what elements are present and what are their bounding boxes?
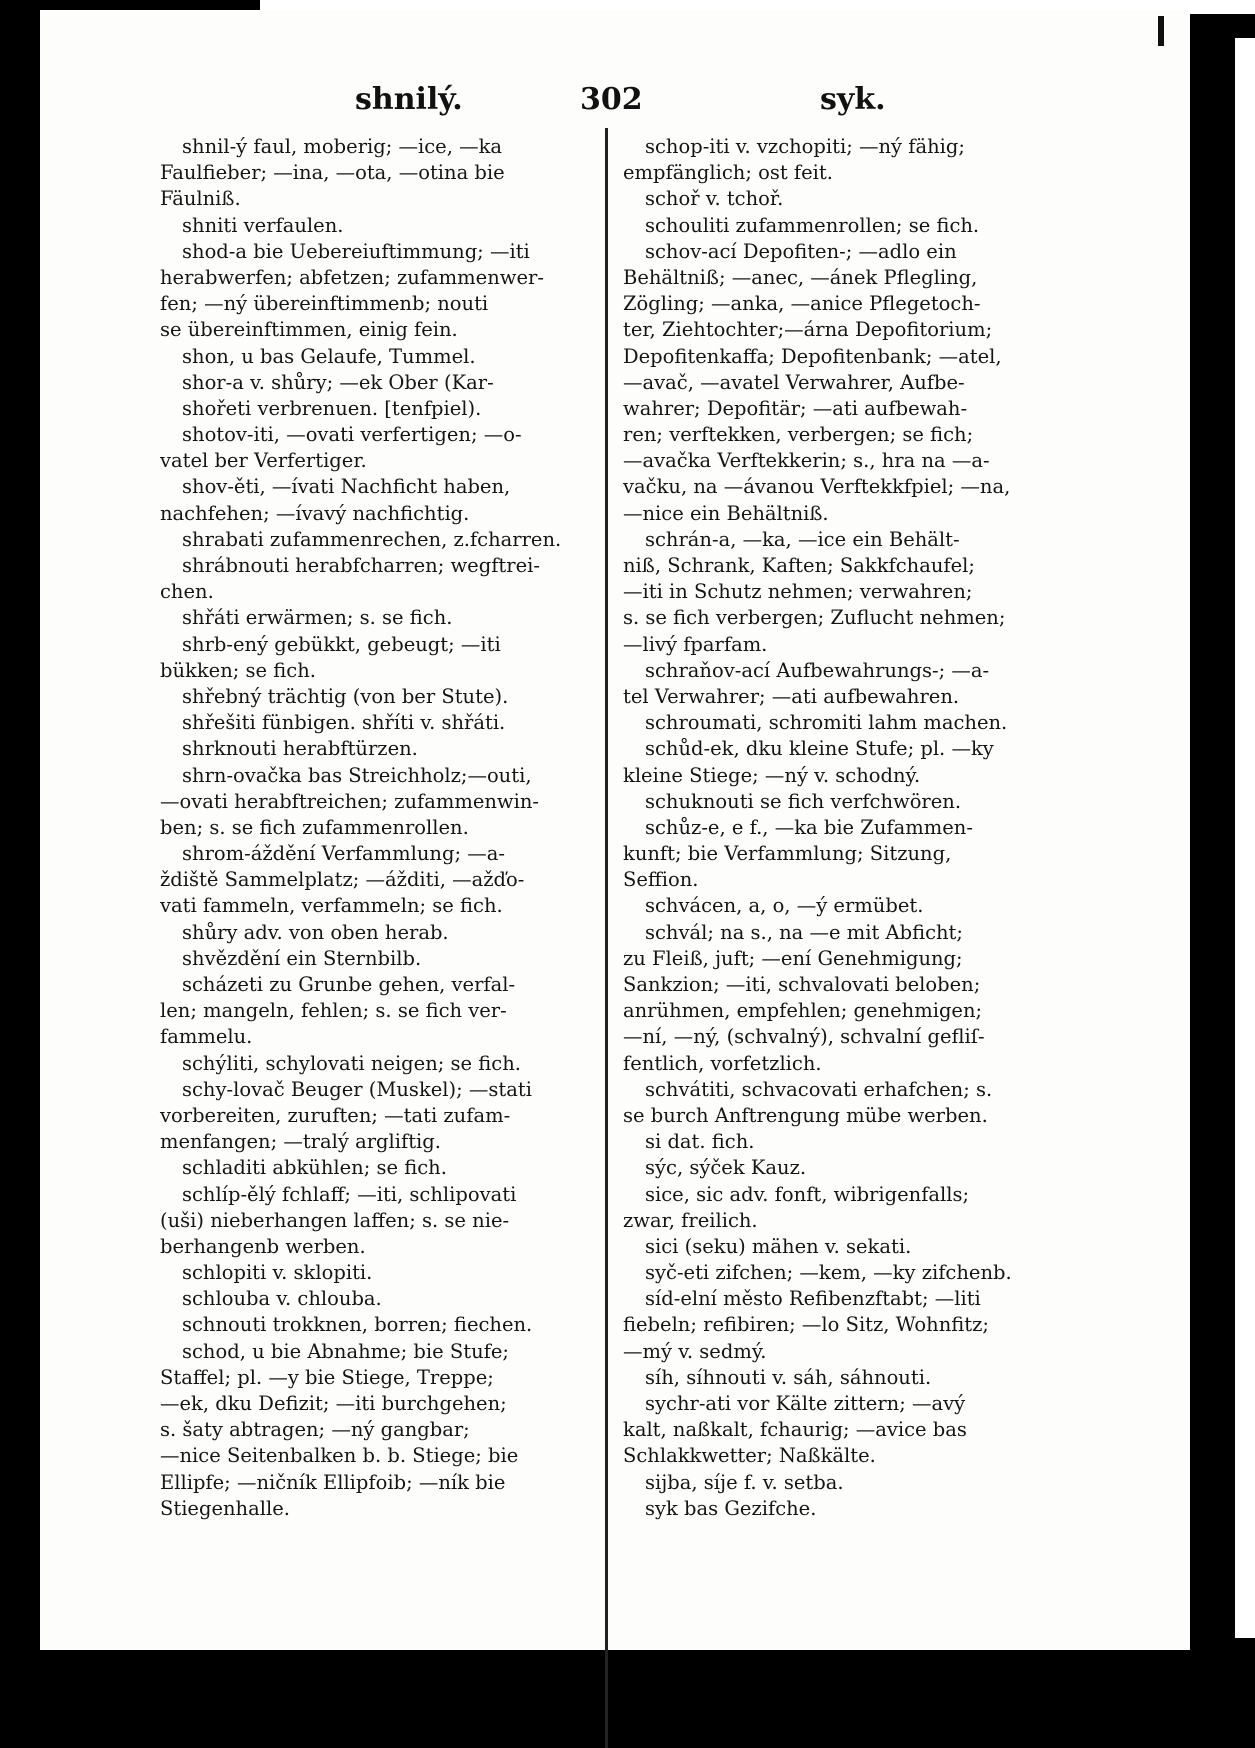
dictionary-line: —nice Seitenbalken b. b. Stiege; bie	[160, 1444, 519, 1468]
dictionary-line: —iti in Schutz nehmen; verwahren;	[623, 580, 973, 604]
dictionary-line: se übereinftimmen, einig fein.	[160, 318, 458, 342]
dictionary-line: schlouba v. chlouba.	[182, 1287, 382, 1311]
dictionary-line: sice, sic adv. fonft, wibrigenfalls;	[645, 1182, 970, 1206]
dictionary-line: schvál; na s., na —e mit Abficht;	[645, 920, 963, 944]
dictionary-line: shrabati zufammenrechen, z.fcharren.	[182, 527, 562, 551]
dictionary-line: —ní, —ný, (schvalný), schvalní gefliſ-	[623, 1025, 985, 1049]
dictionary-line: scházeti zu Grunbe gehen, verfal-	[182, 973, 516, 996]
dictionary-line: ben; s. se fich zufammenrollen.	[160, 815, 469, 839]
dictionary-line: —mý v. sedmý.	[623, 1339, 767, 1363]
dictionary-line: sici (seku) mähen v. sekati.	[645, 1234, 912, 1258]
dictionary-line: shrknouti herabftürzen.	[182, 737, 418, 761]
dictionary-line: ždiště Sammelplatz; —ážditi, —ažďo-	[160, 868, 525, 892]
dictionary-line: schraňov-ací Aufbewahrungs-; —a-	[645, 658, 990, 682]
page-number: 302	[580, 82, 643, 117]
dictionary-line: schvácen, a, o, —ý ermübet.	[645, 894, 924, 918]
dictionary-line: Depofitenkaffa; Depofitenbank; —atel,	[623, 344, 1002, 368]
dictionary-line: Fäulniß.	[160, 187, 241, 211]
next-page-strip	[1235, 38, 1255, 1638]
dictionary-line: chen.	[160, 580, 214, 604]
dictionary-line: shnil-ý faul, moberig; —ice, —ka	[182, 135, 503, 158]
dictionary-line: Staffel; pl. —y bie Stiege, Treppe;	[160, 1365, 494, 1389]
dictionary-line: sýc, sýček Kauz.	[645, 1156, 807, 1180]
dictionary-line: fen; —ný übereinftimmenb; nouti	[160, 292, 489, 316]
dictionary-line: shrom-áždění Verfammlung; —a-	[182, 842, 505, 866]
dictionary-line: fentlich, vorfetzlich.	[623, 1051, 822, 1075]
dictionary-line: Zögling; —anka, —anice Pflegetoch-	[623, 292, 981, 316]
header-first-entry: shnilý.	[355, 82, 463, 117]
dictionary-line: schrán-a, —ka, —ice ein Behält-	[645, 527, 960, 551]
dictionary-line: si dat. fich.	[645, 1130, 755, 1154]
dictionary-line: kleine Stiege; —ný v. schodný.	[623, 763, 921, 787]
dictionary-line: bükken; se fich.	[160, 658, 316, 682]
dictionary-line: schlíp-ělý fchlaff; —iti, schlipovati	[182, 1182, 517, 1206]
dictionary-line: shotov-iti, —ovati verfertigen; —o-	[182, 423, 522, 447]
dictionary-line: sychr-ati vor Kälte zittern; —avý	[645, 1392, 966, 1415]
dictionary-line: schouliti zufammenrollen; se fich.	[645, 213, 980, 237]
dictionary-line: —ovati herabftreichen; zufammenwin-	[160, 789, 540, 813]
dictionary-line: menfangen; —tralý argliftig.	[160, 1130, 441, 1154]
dictionary-line: —avačka Verftekkerin; s., hra na —a-	[623, 449, 990, 473]
dictionary-line: shřešiti fünbigen. shříti v. shřáti.	[182, 711, 506, 735]
dictionary-line: shvězdění ein Sternbilb.	[182, 946, 422, 970]
dictionary-line: vati fammeln, verfammeln; se fich.	[160, 894, 503, 918]
dictionary-line: shniti verfaulen.	[182, 213, 344, 237]
dictionary-line: se burch Anftrengung mübe werben.	[623, 1103, 988, 1127]
dictionary-line: schladiti abkühlen; se fich.	[182, 1156, 447, 1180]
dictionary-line: —livý fparfam.	[623, 632, 768, 656]
dictionary-line: empfänglich; ost feit.	[623, 161, 833, 185]
dictionary-line: schvátiti, schvacovati erhafchen; s.	[645, 1077, 993, 1101]
dictionary-line: anrühmen, empfehlen; genehmigen;	[623, 999, 983, 1023]
running-header	[40, 82, 1190, 122]
dictionary-line: Schlakkwetter; Naßkälte.	[623, 1444, 876, 1468]
dictionary-line: s. se fich verbergen; Zuflucht nehmen;	[623, 606, 1006, 630]
dictionary-line: schoř v. tchoř.	[645, 187, 784, 211]
dictionary-line: schlopiti v. sklopiti.	[182, 1261, 373, 1285]
dictionary-line: síh, síhnouti v. sáh, sáhnouti.	[645, 1365, 932, 1389]
dictionary-line: —ek, dku Defizit; —iti burchgehen;	[160, 1392, 507, 1415]
dictionary-line: Stiegenhalle.	[160, 1496, 290, 1520]
dictionary-line: kunft; bie Verfammlung; Sitzung,	[623, 842, 952, 866]
dictionary-line: vačku, na —ávanou Verftekkfpiel; —na,	[623, 475, 1011, 499]
dictionary-line: Faulfieber; —ina, —ota, —otina bie	[160, 161, 505, 185]
dictionary-line: Seffion.	[623, 868, 699, 892]
header-last-entry: syk.	[820, 82, 886, 117]
dictionary-line: s. šaty abtragen; —ný gangbar;	[160, 1418, 470, 1442]
dictionary-line: schnouti trokknen, borren; fiechen.	[182, 1313, 533, 1337]
dictionary-line: shrábnouti herabfcharren; wegftrei-	[182, 554, 540, 577]
page-edge-mark	[1158, 16, 1164, 46]
dictionary-line: shon, u bas Gelaufe, Tummel.	[182, 344, 476, 368]
dictionary-line: shov-ěti, —ívati Nachficht haben,	[182, 475, 511, 499]
dictionary-line: Sankzion; —iti, schvalovati beloben;	[623, 973, 981, 996]
dictionary-line: (uši) nieberhangen laffen; s. se nie-	[160, 1208, 510, 1232]
column-divider	[605, 128, 608, 1748]
dictionary-line: zu Fleiß, juft; —ení Genehmigung;	[623, 946, 963, 970]
dictionary-line: syk bas Gezifche.	[645, 1496, 817, 1520]
dictionary-line: sijba, síje f. v. setba.	[645, 1470, 844, 1494]
dictionary-line: shřáti erwärmen; s. se fich.	[182, 606, 453, 630]
dictionary-line: shor-a v. shůry; —ek Ober (Kar-	[182, 370, 494, 394]
dictionary-line: vatel ber Verfertiger.	[160, 449, 367, 473]
dictionary-line: shrn-ovačka bas Streichholz;—outi,	[182, 763, 532, 787]
dictionary-line: syč-eti zifchen; —kem, —ky zifchenb.	[645, 1261, 1012, 1285]
dictionary-line: fiebeln; refibiren; —lo Sitz, Wohnfitz;	[623, 1313, 989, 1337]
dictionary-line: síd-elní město Refibenzftabt; —liti	[645, 1287, 981, 1311]
dictionary-line: —nice ein Behältniß.	[623, 501, 829, 525]
next-page-edge	[1205, 18, 1255, 1667]
dictionary-line: schýliti, schylovati neigen; se fich.	[182, 1051, 521, 1075]
dictionary-line: vorbereiten, zuruften; —tati zufam-	[160, 1103, 511, 1127]
dictionary-line: schuknouti se fich verfchwören.	[645, 789, 962, 813]
dictionary-line: schov-ací Depofiten-; —adlo ein	[645, 239, 957, 263]
dictionary-line: shod-a bie Uebereiuftimmung; —iti	[182, 239, 530, 263]
dictionary-line: shůry adv. von oben herab.	[182, 920, 449, 944]
dictionary-page	[40, 10, 1190, 1650]
dictionary-line: shřebný trächtig (von ber Stute).	[182, 684, 509, 708]
dictionary-line: —avač, —avatel Verwahrer, Aufbe-	[623, 370, 965, 394]
dictionary-line: schroumati, schromiti lahm machen.	[645, 711, 1008, 735]
dictionary-line: shrb-ený gebükkt, gebeugt; —iti	[182, 632, 501, 656]
dictionary-line: zwar, freilich.	[623, 1208, 758, 1232]
dictionary-line: ter, Ziehtochter;—árna Depofitorium;	[623, 318, 993, 342]
dictionary-line: nachfehen; —ívavý nachfichtig.	[160, 501, 470, 525]
dictionary-line: herabwerfen; abfetzen; zufammenwer-	[160, 265, 544, 289]
dictionary-line: fammelu.	[160, 1025, 253, 1049]
dictionary-line: schod, u bie Abnahme; bie Stufe;	[182, 1339, 509, 1363]
left-column	[160, 134, 635, 1522]
dictionary-line: ren; verftekken, verbergen; se fich;	[623, 423, 974, 447]
dictionary-line: Behältniß; —anec, —ánek Pflegling,	[623, 265, 978, 289]
dictionary-line: niß, Schrank, Kaften; Sakkfchaufel;	[623, 554, 975, 577]
dictionary-line: kalt, naßkalt, fchaurig; —avice bas	[623, 1418, 967, 1442]
dictionary-line: berhangenb werben.	[160, 1234, 366, 1258]
right-column	[623, 134, 1103, 1522]
dictionary-line: schůz-e, e f., —ka bie Zufammen-	[645, 815, 973, 839]
dictionary-line: wahrer; Depofitär; —ati aufbewah-	[623, 396, 968, 420]
dictionary-line: schy-lovač Beuger (Muskel); —stati	[182, 1077, 532, 1101]
dictionary-line: len; mangeln, fehlen; s. se fich ver-	[160, 999, 507, 1023]
dictionary-line: schůd-ek, dku kleine Stufe; pl. —ky	[645, 737, 994, 761]
dictionary-line: Ellipfe; —ničník Ellipfoib; —ník bie	[160, 1470, 506, 1494]
dictionary-line: schop-iti v. vzchopiti; —ný fähig;	[645, 135, 965, 158]
dictionary-line: shořeti verbrenuen. [tenfpiel).	[182, 396, 482, 420]
dictionary-line: tel Verwahrer; —ati aufbewahren.	[623, 684, 960, 708]
